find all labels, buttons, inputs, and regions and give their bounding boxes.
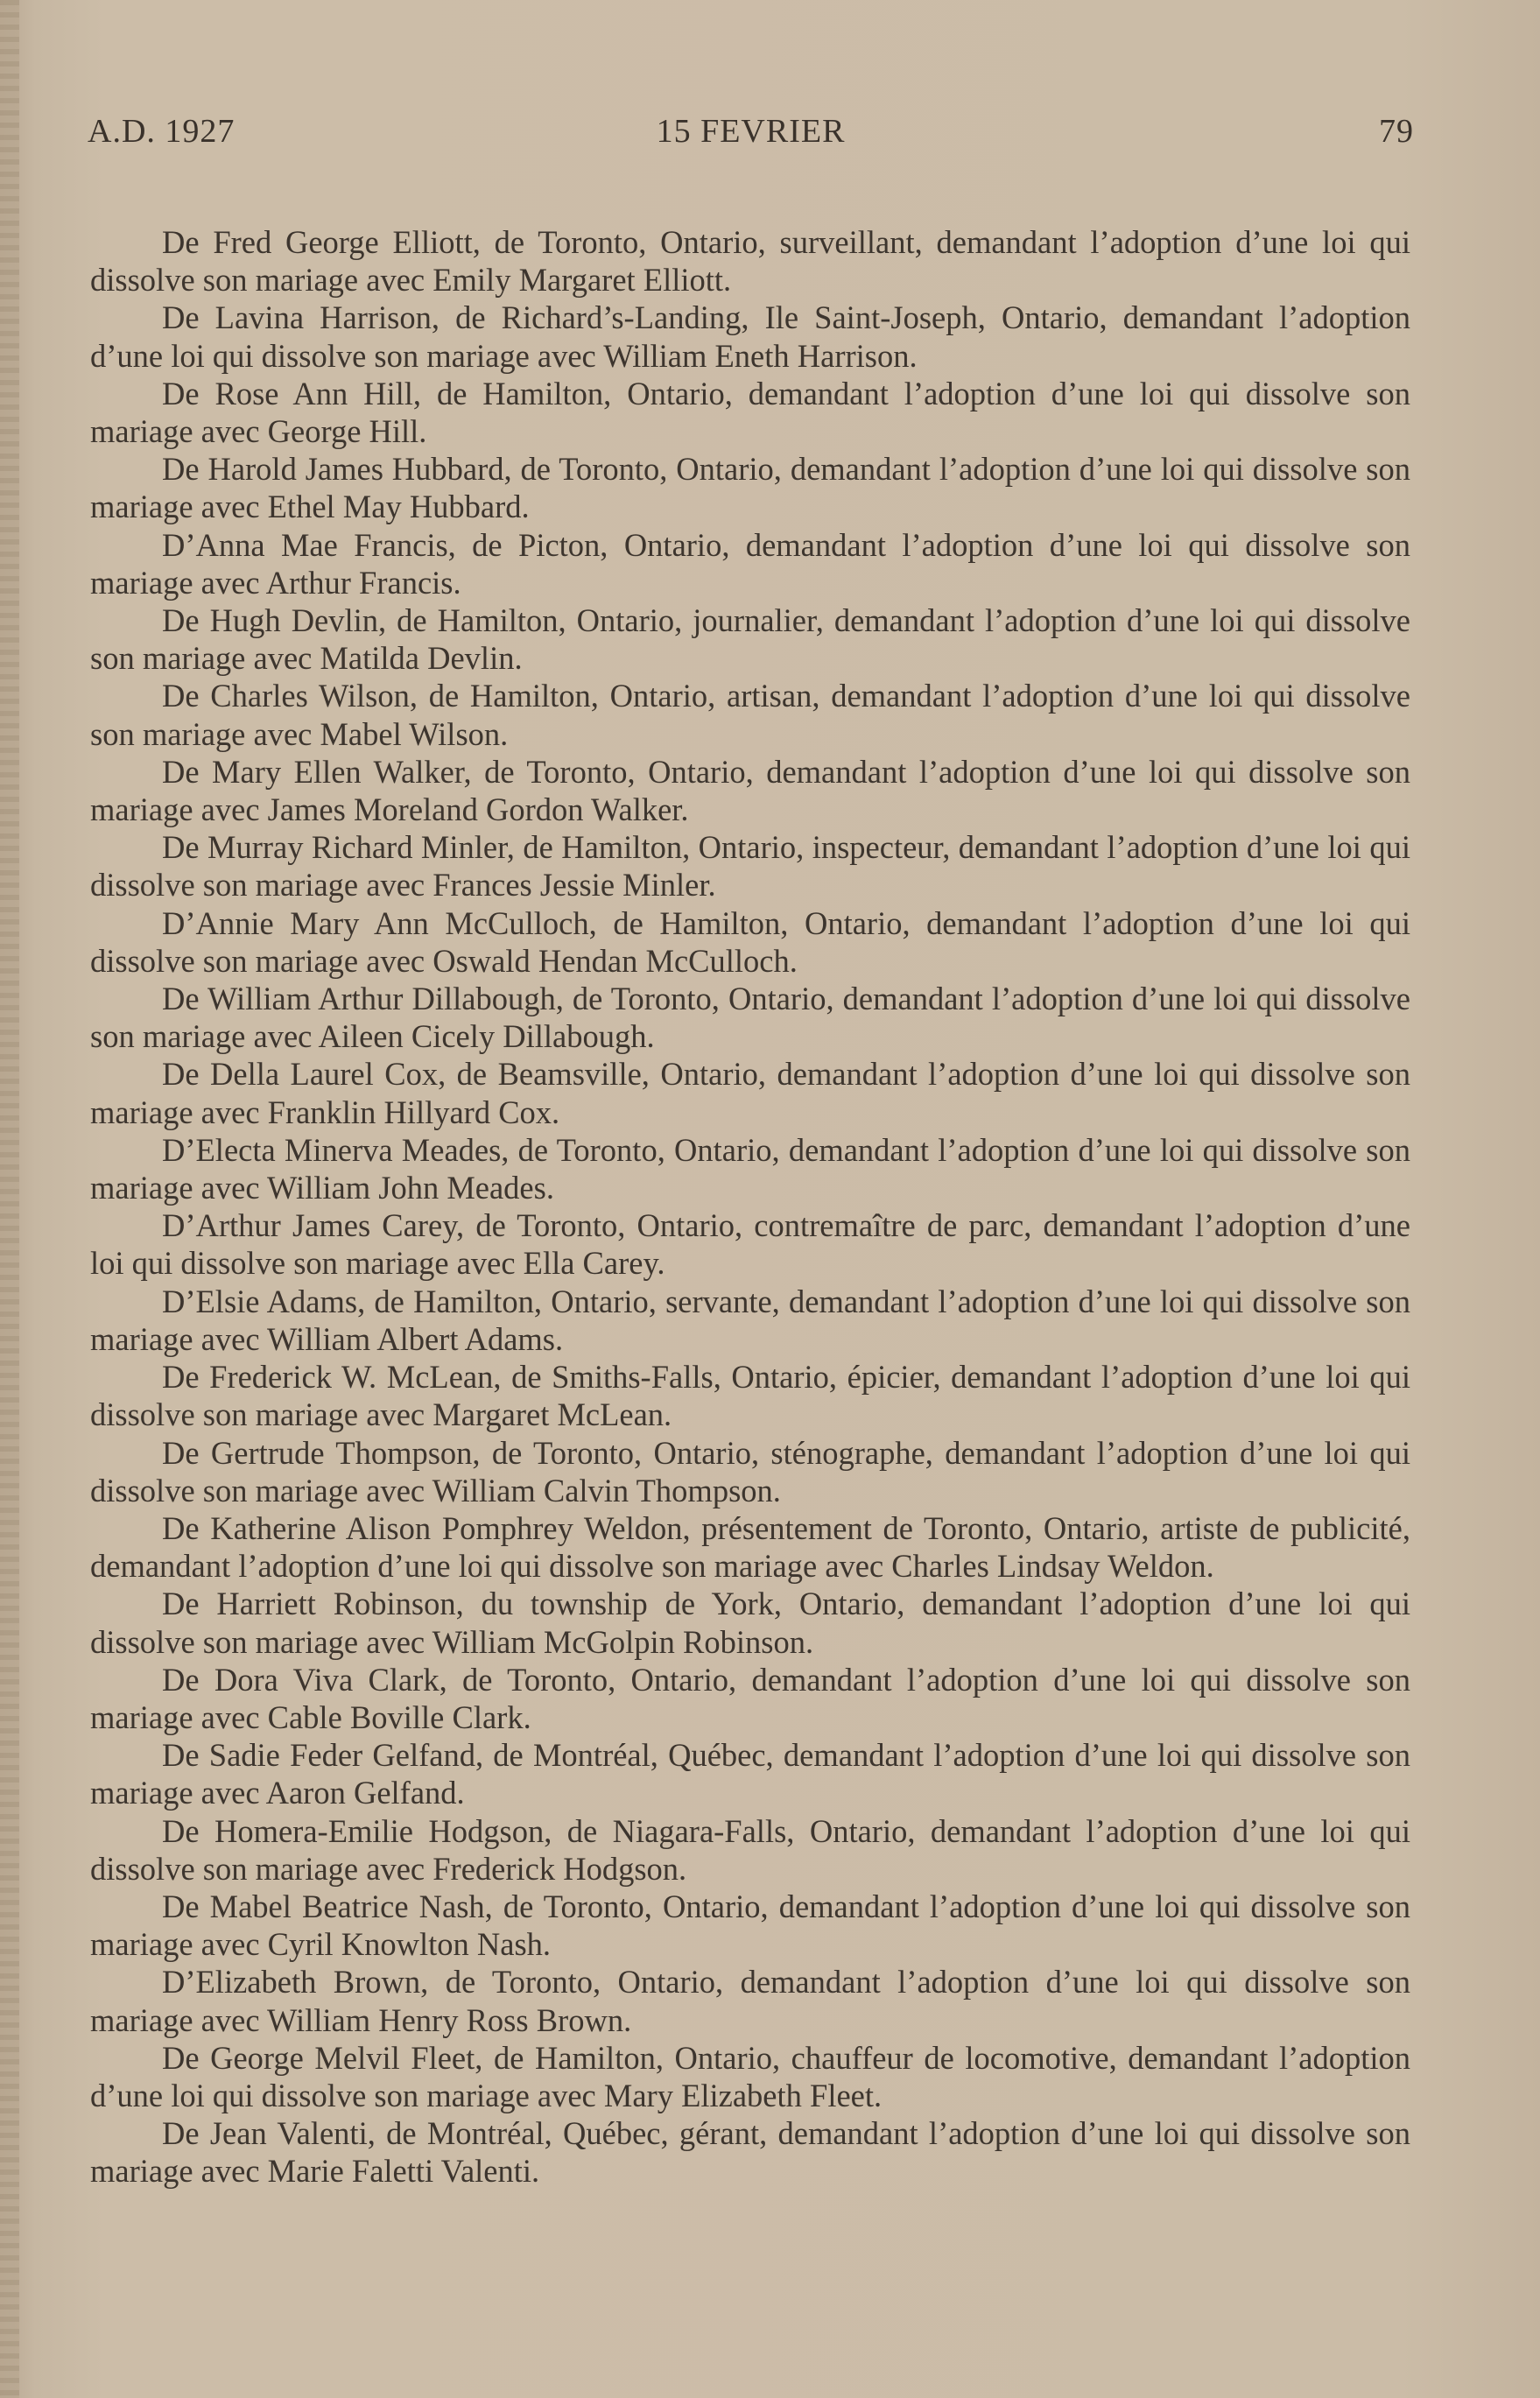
- header-year: A.D. 1927: [88, 113, 236, 150]
- header-date: 15 FEVRIER: [656, 113, 846, 150]
- petition-entry: De Rose Ann Hill, de Hamilton, Ontario, demandant l’adoption d’une loi qui dissolve son mariage avec George Hill.: [90, 375, 1410, 450]
- petition-entry: D’Elizabeth Brown, de Toronto, Ontario, demandant l’adoption d’une loi qui dissolve son mariage avec William Henry Ross Brown.: [90, 1964, 1410, 2038]
- page-binding-edge: [0, 0, 19, 2398]
- petition-entry: De Sadie Feder Gelfand, de Montréal, Québec, demandant l’adoption d’une loi qui dissolve son mariage avec Aaron Gelfand.: [90, 1737, 1410, 1811]
- petition-entry: De Della Laurel Cox, de Beamsville, Ontario, demandant l’adoption d’une loi qui dissolve son mariage avec Franklin Hillyard Cox.: [90, 1056, 1410, 1130]
- petition-entry: De Gertrude Thompson, de Toronto, Ontario, sténographe, demandant l’adoption d’une loi qui dissolve son mariage avec William Calvin Thompson.: [90, 1434, 1410, 1508]
- petition-entry: De Mabel Beatrice Nash, de Toronto, Ontario, demandant l’adoption d’une loi qui dissolve son mariage avec Cyril Knowlton Nash.: [90, 1888, 1410, 1963]
- petition-entry: De William Arthur Dillabough, de Toronto, Ontario, demandant l’adoption d’une loi qui dissolve son mariage avec Aileen Cicely Dillabough.: [90, 981, 1410, 1055]
- petition-entry: De Charles Wilson, de Hamilton, Ontario, artisan, demandant l’adoption d’une loi qui dissolve son mariage avec Mabel Wilson.: [90, 678, 1410, 752]
- petition-entry: De Harold James Hubbard, de Toronto, Ontario, demandant l’adoption d’une loi qui dissolve son mariage avec Ethel May Hubbard.: [90, 451, 1410, 525]
- petition-entry: De Fred George Elliott, de Toronto, Ontario, surveillant, demandant l’adoption d’une loi qui dissolve son mariage avec Emily Margaret Elliott.: [90, 224, 1410, 299]
- petition-entry: D’Arthur James Carey, de Toronto, Ontario, contremaître de parc, demandant l’adoption d’une loi qui dissolve son mariage avec Ella Carey.: [90, 1207, 1410, 1282]
- petition-entry: D’Elsie Adams, de Hamilton, Ontario, servante, demandant l’adoption d’une loi qui dissolve son mariage avec William Albert Adams.: [90, 1283, 1410, 1357]
- petition-entry: De Frederick W. McLean, de Smiths-Falls, Ontario, épicier, demandant l’adoption d’une loi qui dissolve son mariage avec Margaret McLean.: [90, 1359, 1410, 1433]
- petition-entry: De George Melvil Fleet, de Hamilton, Ontario, chauffeur de locomotive, demandant l’adoption d’une loi qui dissolve son mariage avec Mary Elizabeth Fleet.: [90, 2039, 1410, 2113]
- petition-list: [90, 223, 1410, 2191]
- page-number: 79: [1379, 113, 1414, 150]
- petition-entry: De Dora Viva Clark, de Toronto, Ontario, demandant l’adoption d’une loi qui dissolve son mariage avec Cable Boville Clark.: [90, 1661, 1410, 1735]
- petition-entry: D’Electa Minerva Meades, de Toronto, Ontario, demandant l’adoption d’une loi qui dissolve son mariage avec William John Meades.: [90, 1131, 1410, 1206]
- petition-entry: De Mary Ellen Walker, de Toronto, Ontario, demandant l’adoption d’une loi qui dissolve son mariage avec James Moreland Gordon Walker.: [90, 753, 1410, 828]
- petition-entry: D’Anna Mae Francis, de Picton, Ontario, demandant l’adoption d’une loi qui dissolve son mariage avec Arthur Francis.: [90, 526, 1410, 601]
- petition-entry: De Homera-Emilie Hodgson, de Niagara-Falls, Ontario, demandant l’adoption d’une loi qui dissolve son mariage avec Frederick Hodgson.: [90, 1812, 1410, 1887]
- petition-entry: De Katherine Alison Pomphrey Weldon, présentement de Toronto, Ontario, artiste de publicité, demandant l’adoption d’une loi qui dissolve son mariage avec Charles Lindsay Weldon.: [90, 1509, 1410, 1585]
- petition-entry: De Lavina Harrison, de Richard’s-Landing, Ile Saint-Joseph, Ontario, demandant l’adoption d’une loi qui dissolve son mariage avec William Eneth Harrison.: [90, 299, 1410, 374]
- petition-entry: De Hugh Devlin, de Hamilton, Ontario, journalier, demandant l’adoption d’une loi qui dissolve son mariage avec Matilda Devlin.: [90, 602, 1410, 677]
- petition-entry: De Harriett Robinson, du township de York, Ontario, demandant l’adoption d’une loi qui dissolve son mariage avec William McGolpin Robinson.: [90, 1586, 1410, 1660]
- petition-entry: De Murray Richard Minler, de Hamilton, Ontario, inspecteur, demandant l’adoption d’une loi qui dissolve son mariage avec Frances Jessie Minler.: [90, 829, 1410, 904]
- petition-entry: D’Annie Mary Ann McCulloch, de Hamilton, Ontario, demandant l’adoption d’une loi qui dissolve son mariage avec Oswald Hendan McCulloch.: [90, 904, 1410, 979]
- petition-entry: De Jean Valenti, de Montréal, Québec, gérant, demandant l’adoption d’une loi qui dissolve son mariage avec Marie Faletti Valenti.: [90, 2115, 1410, 2190]
- page-header: [88, 112, 1414, 156]
